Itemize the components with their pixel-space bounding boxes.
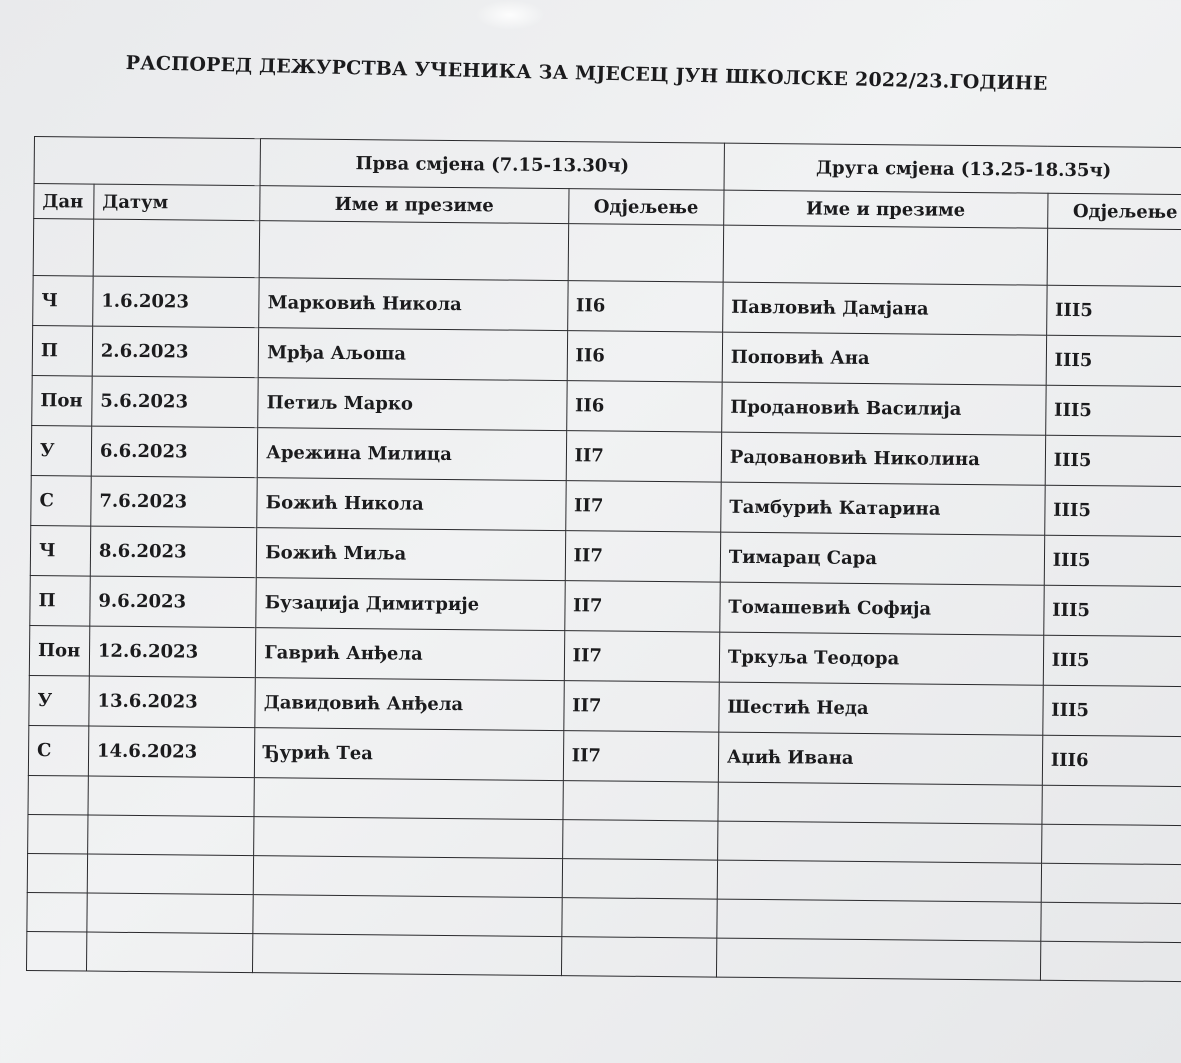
second-shift-class-cell: III6 xyxy=(1042,735,1181,786)
day-cell: Ч xyxy=(30,525,90,576)
second-shift-student-cell: Тамбурић Катарина xyxy=(721,482,1045,535)
second-shift-student-cell: Радовановић Николина xyxy=(721,432,1045,485)
first-shift-student-cell: Гаврић Анђела xyxy=(256,628,565,681)
date-cell: 7.6.2023 xyxy=(91,476,258,528)
second-shift-class-cell: III5 xyxy=(1043,635,1181,686)
empty-cell xyxy=(718,782,1042,824)
second-shift-class-cell: III5 xyxy=(1043,585,1181,636)
empty-cell xyxy=(717,899,1041,941)
empty-cell xyxy=(717,821,1041,863)
second-shift-student-cell: Томашевић Софија xyxy=(720,582,1044,635)
empty-cell xyxy=(253,856,562,898)
second-shift-student-cell: Поповић Ана xyxy=(722,332,1046,385)
day-cell: П xyxy=(32,325,92,376)
second-shift-student-cell: Шестић Неда xyxy=(719,682,1043,735)
empty-cell xyxy=(253,895,562,937)
document-title: РАСПОРЕД ДЕЖУРСТВА УЧЕНИКА ЗА МЈЕСЕЦ ЈУН ШКОЛСКЕ 2022/23.ГОДИНЕ xyxy=(125,52,1048,95)
first-shift-student-cell: Петиљ Марко xyxy=(258,378,567,431)
date-cell: 6.6.2023 xyxy=(91,426,258,478)
day-cell: Пон xyxy=(32,375,92,426)
second-shift-class-cell: III5 xyxy=(1046,335,1181,386)
date-cell: 14.6.2023 xyxy=(88,726,255,778)
empty-header-cell xyxy=(34,137,261,186)
first-shift-class-cell: II7 xyxy=(565,481,721,532)
duty-schedule-table-wrapper xyxy=(26,136,1181,982)
second-shift-class-cell: III5 xyxy=(1045,385,1181,436)
day-cell: Ч xyxy=(33,275,93,326)
second-shift-class-cell: III5 xyxy=(1044,485,1181,536)
empty-cell xyxy=(28,775,88,815)
second-shift-student-cell: Павловић Дамјана xyxy=(722,282,1046,335)
day-cell: С xyxy=(28,725,88,776)
second-shift-class-cell: III5 xyxy=(1044,535,1181,586)
date-column-header: Датум xyxy=(94,184,261,221)
second-shift-student-cell: Тимарац Сара xyxy=(720,532,1044,585)
empty-cell xyxy=(561,937,717,977)
day-cell: С xyxy=(31,475,91,526)
second-shift-class-column-header: Одјељење xyxy=(1047,193,1181,229)
paper-glare xyxy=(475,0,545,30)
empty-cell xyxy=(27,892,87,932)
day-cell: У xyxy=(29,675,89,726)
empty-cell xyxy=(1041,824,1181,864)
first-shift-student-cell: Давидовић Анђела xyxy=(255,678,564,731)
date-cell: 8.6.2023 xyxy=(90,526,257,578)
first-shift-student-cell: Марковић Никола xyxy=(259,278,568,331)
second-shift-class-cell: III5 xyxy=(1046,285,1181,336)
first-shift-class-cell: II7 xyxy=(566,431,722,482)
date-cell: 9.6.2023 xyxy=(90,576,257,628)
date-cell: 13.6.2023 xyxy=(89,676,256,728)
first-shift-student-cell: Божић Никола xyxy=(257,478,566,531)
first-shift-class-cell: II7 xyxy=(564,631,720,682)
second-shift-student-cell: Аџић Ивана xyxy=(718,732,1042,785)
second-shift-header: Друга смјена (13.25-18.35ч) xyxy=(724,143,1181,195)
empty-cell xyxy=(717,860,1041,902)
empty-cell xyxy=(254,817,563,859)
empty-cell xyxy=(1042,785,1181,825)
first-shift-class-cell: II7 xyxy=(563,681,719,732)
date-cell: 1.6.2023 xyxy=(93,276,260,328)
first-shift-class-cell: II6 xyxy=(567,281,723,332)
first-shift-student-cell: Арежина Милица xyxy=(257,428,566,481)
empty-cell xyxy=(562,859,718,899)
first-shift-name-column-header: Име и презиме xyxy=(260,186,569,224)
first-shift-class-cell: II7 xyxy=(563,731,719,782)
second-shift-class-cell: III5 xyxy=(1042,685,1181,736)
first-shift-class-column-header: Одјељење xyxy=(568,189,724,225)
date-cell: 2.6.2023 xyxy=(92,326,259,378)
first-shift-class-cell: II6 xyxy=(567,331,723,382)
first-shift-header: Прва смјена (7.15-13.30ч) xyxy=(260,139,724,190)
second-shift-student-cell: Тркуља Теодора xyxy=(719,632,1043,685)
empty-cell xyxy=(88,776,255,817)
empty-cell xyxy=(28,814,88,854)
empty-cell xyxy=(1040,941,1181,981)
empty-cell xyxy=(88,815,255,856)
first-shift-student-cell: Мрђа Аљоша xyxy=(258,328,567,381)
empty-cell xyxy=(254,778,563,820)
day-column-header: Дан xyxy=(34,184,94,220)
duty-schedule-table xyxy=(26,136,1181,982)
second-shift-class-cell: III5 xyxy=(1045,435,1181,486)
date-cell: 5.6.2023 xyxy=(92,376,259,428)
empty-cell xyxy=(1041,902,1181,942)
empty-cell xyxy=(716,938,1040,980)
empty-cell xyxy=(253,934,562,976)
first-shift-student-cell: Ђурић Теа xyxy=(255,728,564,781)
empty-cell xyxy=(87,893,254,934)
day-cell: Пон xyxy=(29,625,89,676)
first-shift-student-cell: Божић Миља xyxy=(257,528,566,581)
empty-cell xyxy=(86,932,253,973)
empty-cell xyxy=(26,931,86,971)
empty-cell xyxy=(563,781,719,821)
first-shift-class-cell: II7 xyxy=(565,531,721,582)
second-shift-name-column-header: Име и презиме xyxy=(724,190,1048,228)
empty-cell xyxy=(87,854,254,895)
first-shift-class-cell: II7 xyxy=(564,581,720,632)
day-cell: П xyxy=(30,575,90,626)
day-cell: У xyxy=(31,425,91,476)
second-shift-student-cell: Продановић Василија xyxy=(722,382,1046,435)
empty-cell xyxy=(27,853,87,893)
empty-cell xyxy=(562,820,718,860)
empty-cell xyxy=(1041,863,1181,903)
first-shift-class-cell: II6 xyxy=(566,381,722,432)
date-cell: 12.6.2023 xyxy=(89,626,256,678)
empty-cell xyxy=(561,898,717,938)
first-shift-student-cell: Бузаџија Димитрије xyxy=(256,578,565,631)
